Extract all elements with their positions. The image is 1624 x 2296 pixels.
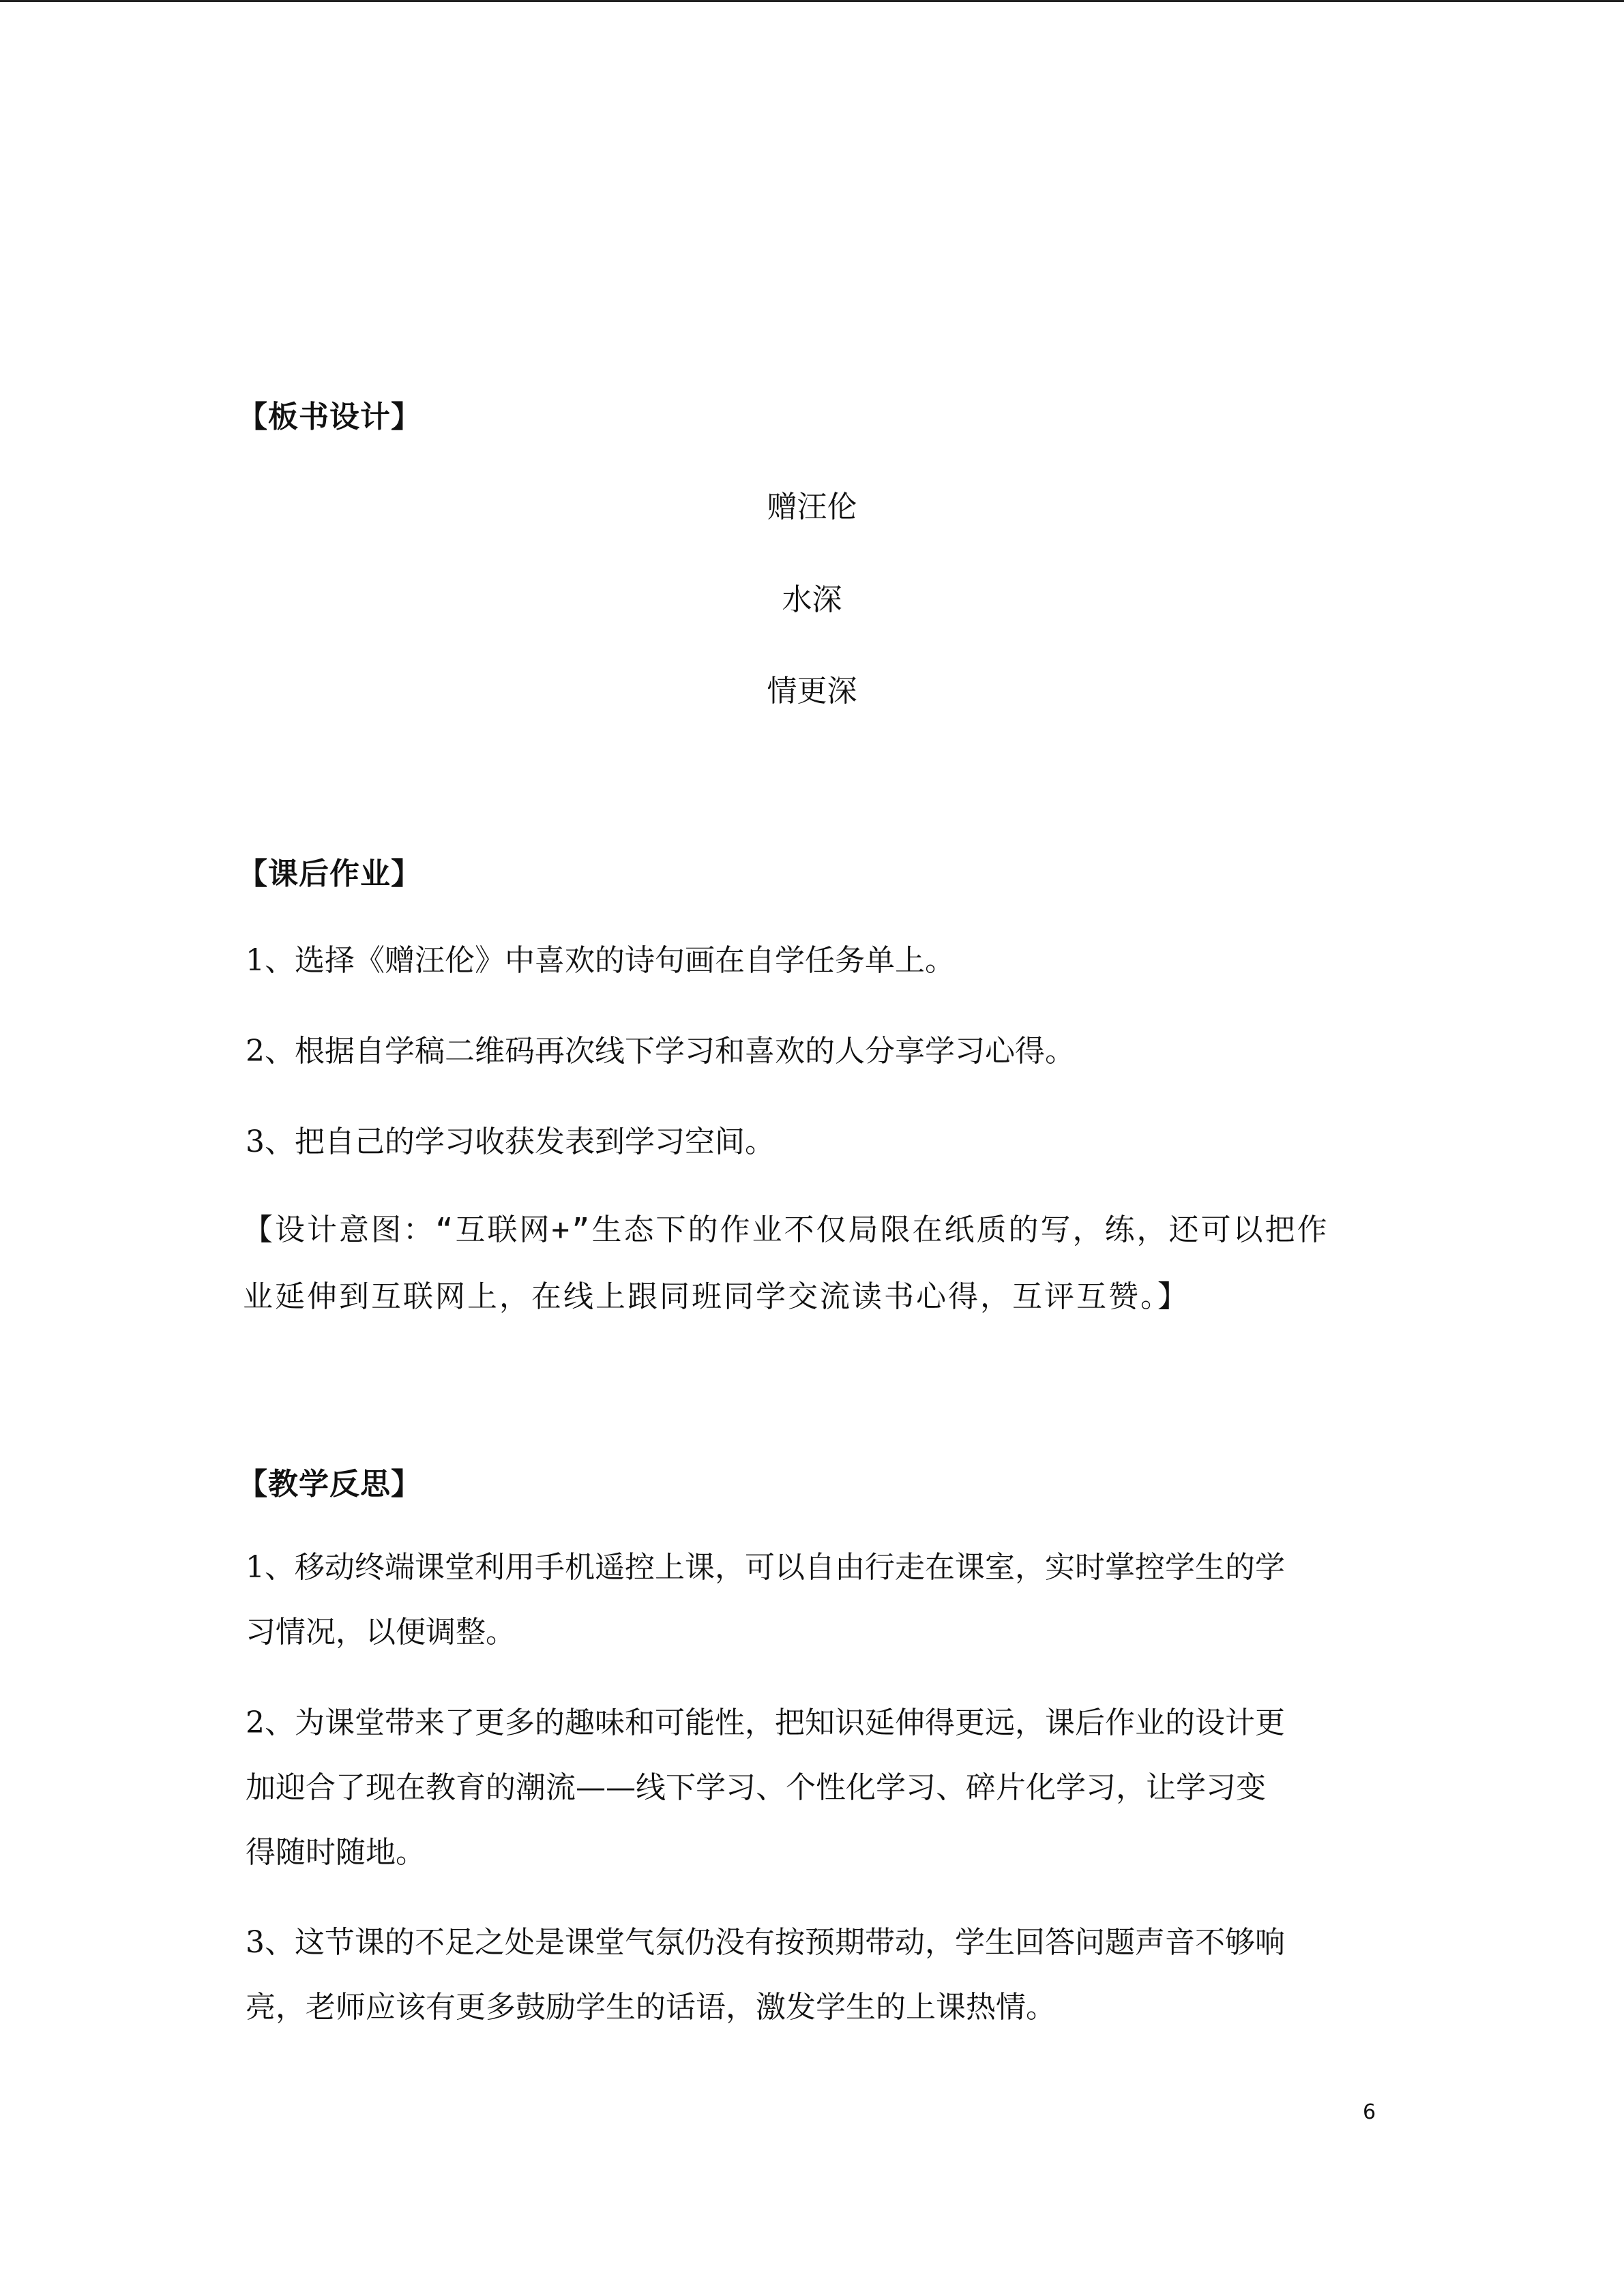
reflection-item-1-line-2: 习情况，以便调整。 xyxy=(246,1615,516,1650)
homework-item-3: 3、把自己的学习收获发表到学习空间。 xyxy=(246,1124,775,1159)
homework-item-1: 1、选择《赠汪伦》中喜欢的诗句画在自学任务单上。 xyxy=(246,943,955,978)
design-intent-line-2: 业延伸到互联网上，在线上跟同班同学交流读书心得，互评互赞。】 xyxy=(243,1279,1190,1314)
reflection-item-2-line-1: 2、为课堂带来了更多的趣味和可能性，把知识延伸得更远，课后作业的设计更 xyxy=(246,1705,1285,1740)
board-line-title: 赠汪伦 xyxy=(767,490,857,524)
reflection-item-3-line-1: 3、这节课的不足之处是课堂气氛仍没有按预期带动，学生回答问题声音不够响 xyxy=(246,1925,1285,1960)
board-line-feeling: 情更深 xyxy=(767,674,857,709)
page-number: 6 xyxy=(1363,2100,1376,2124)
design-intent-line-1: 【设计意图：“互联网+”生态下的作业不仅局限在纸质的写，练，还可以把作 xyxy=(243,1212,1329,1247)
reflection-item-2-line-2: 加迎合了现在教育的潮流——线下学习、个性化学习、碎片化学习，让学习变 xyxy=(246,1770,1266,1805)
homework-heading: 【课后作业】 xyxy=(237,856,422,891)
top-border xyxy=(0,0,1624,2)
reflection-item-2-line-3: 得随时随地。 xyxy=(246,1835,426,1870)
board-design-heading: 【板书设计】 xyxy=(237,400,422,434)
reflection-item-3-line-2: 亮，老师应该有更多鼓励学生的话语，激发学生的上课热情。 xyxy=(246,1990,1056,2025)
reflection-item-1-line-1: 1、移动终端课堂利用手机遥控上课，可以自由行走在课室，实时掌控学生的学 xyxy=(246,1550,1285,1585)
reflection-heading: 【教学反思】 xyxy=(237,1467,422,1502)
board-line-water: 水深 xyxy=(782,582,842,617)
homework-item-2: 2、根据自学稿二维码再次线下学习和喜欢的人分享学习心得。 xyxy=(246,1034,1075,1069)
